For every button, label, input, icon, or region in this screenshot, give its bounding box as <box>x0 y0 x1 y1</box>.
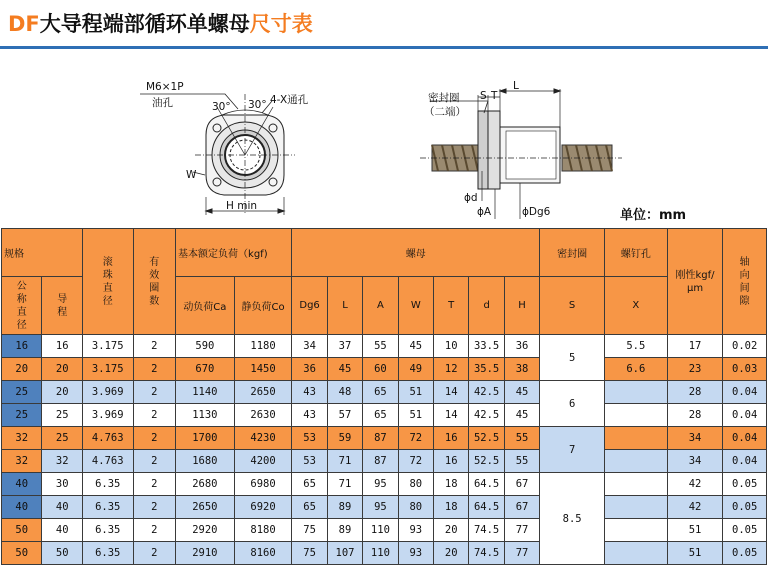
cell-ball: 3.969 <box>82 381 133 404</box>
cell-rigidity: 34 <box>667 427 723 450</box>
cell-rigidity: 34 <box>667 450 723 473</box>
cell-dynamic: 1130 <box>176 404 235 427</box>
cell-lead: 20 <box>42 358 82 381</box>
header-ball-text: 滚珠直径 <box>102 256 113 307</box>
cell-ball: 3.175 <box>82 335 133 358</box>
cell-nominal: 50 <box>2 542 42 565</box>
header-clearance-text: 轴向间隙 <box>739 256 750 307</box>
cell-circuits: 2 <box>133 496 176 519</box>
through-hole-label: 4-X通孔 <box>270 94 309 106</box>
header-dg6: Dg6 <box>292 277 327 335</box>
table-row <box>2 450 767 473</box>
cell-t: 12 <box>434 358 469 381</box>
cell-ball: 6.35 <box>82 542 133 565</box>
cell-a: 87 <box>363 427 398 450</box>
cell-circuits: 2 <box>133 404 176 427</box>
title-bar <box>0 0 768 48</box>
cell-static: 1450 <box>234 358 292 381</box>
cell-lead: 40 <box>42 496 82 519</box>
cell-d: 52.5 <box>469 450 504 473</box>
cell-d: 52.5 <box>469 427 504 450</box>
header-nut: 螺母 <box>292 229 540 277</box>
header-nominal-diameter <box>2 277 42 335</box>
table-row <box>2 335 767 358</box>
cell-clearance: 0.03 <box>723 358 767 381</box>
cell-static: 6920 <box>234 496 292 519</box>
cell-lead: 25 <box>42 427 82 450</box>
header-ball-diameter <box>82 229 133 335</box>
cell-dynamic: 2650 <box>176 496 235 519</box>
cell-static: 6980 <box>234 473 292 496</box>
table-row <box>2 427 767 450</box>
seal-label: 密封圈 <box>428 92 460 104</box>
cell-static: 8180 <box>234 519 292 542</box>
cell-screw-x <box>604 404 667 427</box>
cell-w: 72 <box>398 450 433 473</box>
cell-circuits: 2 <box>133 450 176 473</box>
cell-seal-s: 6 <box>540 381 605 427</box>
header-t: T <box>434 277 469 335</box>
dim-a-label: ϕA <box>477 206 492 218</box>
cell-l: 57 <box>327 404 362 427</box>
cell-seal-s: 5 <box>540 335 605 381</box>
cell-w: 80 <box>398 496 433 519</box>
drawing-svg <box>0 49 768 227</box>
dim-l-label: L <box>513 80 519 92</box>
cell-screw-x <box>604 427 667 450</box>
cell-dynamic: 1700 <box>176 427 235 450</box>
cell-circuits: 2 <box>133 427 176 450</box>
cell-screw-x <box>604 496 667 519</box>
table-row <box>2 519 767 542</box>
cell-screw-x <box>604 450 667 473</box>
cell-screw-x: 5.5 <box>604 335 667 358</box>
cell-rigidity: 42 <box>667 473 723 496</box>
table-row <box>2 542 767 565</box>
cell-lead: 50 <box>42 542 82 565</box>
cell-t: 16 <box>434 450 469 473</box>
cell-nominal: 25 <box>2 381 42 404</box>
cell-lead: 40 <box>42 519 82 542</box>
dim-dg6-label: ϕDg6 <box>522 206 551 218</box>
cell-dg6: 75 <box>292 519 327 542</box>
cell-h: 67 <box>504 473 539 496</box>
cell-clearance: 0.04 <box>723 404 767 427</box>
cell-a: 110 <box>363 519 398 542</box>
cell-w: 51 <box>398 404 433 427</box>
header-spec: 规格 <box>2 229 83 277</box>
cell-l: 89 <box>327 496 362 519</box>
angle-right-label: 30° <box>248 99 267 111</box>
cell-clearance: 0.05 <box>723 542 767 565</box>
cell-l: 45 <box>327 358 362 381</box>
cell-nominal: 16 <box>2 335 42 358</box>
cell-d: 33.5 <box>469 335 504 358</box>
cell-ball: 4.763 <box>82 450 133 473</box>
cell-h: 55 <box>504 450 539 473</box>
cell-clearance: 0.04 <box>723 427 767 450</box>
cell-h: 77 <box>504 519 539 542</box>
header-seal: 密封圈 <box>540 229 605 277</box>
cell-h: 55 <box>504 427 539 450</box>
header-dynamic-load: 动负荷Ca <box>176 277 235 335</box>
cell-clearance: 0.05 <box>723 519 767 542</box>
angle-left-label: 30° <box>212 101 231 113</box>
cell-static: 4230 <box>234 427 292 450</box>
cell-screw-x <box>604 473 667 496</box>
header-nominal-text: 公称直径 <box>16 280 27 331</box>
cell-w: 49 <box>398 358 433 381</box>
cell-ball: 3.175 <box>82 358 133 381</box>
cell-t: 14 <box>434 381 469 404</box>
cell-w: 72 <box>398 427 433 450</box>
cell-h: 45 <box>504 381 539 404</box>
cell-rigidity: 17 <box>667 335 723 358</box>
header-seal-s: S <box>540 277 605 335</box>
cell-d: 74.5 <box>469 519 504 542</box>
cell-screw-x: 6.6 <box>604 358 667 381</box>
cell-l: 89 <box>327 519 362 542</box>
cell-circuits: 2 <box>133 381 176 404</box>
cell-dynamic: 590 <box>176 335 235 358</box>
cell-seal-s: 8.5 <box>540 473 605 565</box>
table-row <box>2 358 767 381</box>
header-circuits-text: 有效圈数 <box>149 256 160 307</box>
cell-rigidity: 42 <box>667 496 723 519</box>
cell-a: 65 <box>363 381 398 404</box>
cell-static: 2630 <box>234 404 292 427</box>
cell-clearance: 0.05 <box>723 496 767 519</box>
cell-l: 37 <box>327 335 362 358</box>
header-circuits <box>133 229 176 335</box>
cell-d: 64.5 <box>469 496 504 519</box>
table-row <box>2 473 767 496</box>
spec-table-body <box>2 335 767 565</box>
cell-static: 8160 <box>234 542 292 565</box>
cell-w: 51 <box>398 381 433 404</box>
cell-d: 42.5 <box>469 404 504 427</box>
cell-circuits: 2 <box>133 473 176 496</box>
unit-label: 单位：mm <box>620 208 687 223</box>
cell-w: 45 <box>398 335 433 358</box>
cell-t: 20 <box>434 542 469 565</box>
cell-a: 60 <box>363 358 398 381</box>
cell-dynamic: 2680 <box>176 473 235 496</box>
cell-dynamic: 1140 <box>176 381 235 404</box>
cell-ball: 6.35 <box>82 519 133 542</box>
cell-h: 36 <box>504 335 539 358</box>
cell-circuits: 2 <box>133 519 176 542</box>
cell-screw-x <box>604 519 667 542</box>
cell-d: 64.5 <box>469 473 504 496</box>
cell-rigidity: 28 <box>667 381 723 404</box>
cell-circuits: 2 <box>133 335 176 358</box>
cell-h: 77 <box>504 542 539 565</box>
table-row <box>2 404 767 427</box>
cell-d: 74.5 <box>469 542 504 565</box>
cell-a: 95 <box>363 496 398 519</box>
dim-t-label: T <box>491 90 498 102</box>
cell-clearance: 0.04 <box>723 381 767 404</box>
cell-t: 10 <box>434 335 469 358</box>
header-h: H <box>504 277 539 335</box>
cell-circuits: 2 <box>133 358 176 381</box>
cell-ball: 3.969 <box>82 404 133 427</box>
cell-t: 20 <box>434 519 469 542</box>
cell-lead: 32 <box>42 450 82 473</box>
cell-d: 35.5 <box>469 358 504 381</box>
cell-l: 59 <box>327 427 362 450</box>
cell-clearance: 0.05 <box>723 473 767 496</box>
oil-hole-label: 油孔 <box>152 97 173 109</box>
cell-t: 14 <box>434 404 469 427</box>
cell-lead: 30 <box>42 473 82 496</box>
cell-static: 2650 <box>234 381 292 404</box>
cell-ball: 6.35 <box>82 473 133 496</box>
cell-a: 87 <box>363 450 398 473</box>
cell-dynamic: 670 <box>176 358 235 381</box>
cell-a: 95 <box>363 473 398 496</box>
title-prefix: DF <box>8 12 40 36</box>
cell-seal-s: 7 <box>540 427 605 473</box>
dim-h-label: H min <box>226 200 258 212</box>
cell-dg6: 34 <box>292 335 327 358</box>
cell-l: 71 <box>327 473 362 496</box>
spec-table <box>1 228 767 565</box>
cell-dg6: 36 <box>292 358 327 381</box>
cell-rigidity: 51 <box>667 519 723 542</box>
header-lead <box>42 277 82 335</box>
cell-rigidity: 28 <box>667 404 723 427</box>
header-static-load: 静负荷Co <box>234 277 292 335</box>
cell-nominal: 40 <box>2 496 42 519</box>
cell-lead: 25 <box>42 404 82 427</box>
header-a: A <box>363 277 398 335</box>
cell-h: 38 <box>504 358 539 381</box>
cell-dg6: 75 <box>292 542 327 565</box>
cell-t: 18 <box>434 473 469 496</box>
cell-a: 55 <box>363 335 398 358</box>
cell-w: 93 <box>398 519 433 542</box>
cell-rigidity: 23 <box>667 358 723 381</box>
header-screw-x: X <box>604 277 667 335</box>
cell-nominal: 40 <box>2 473 42 496</box>
table-row <box>2 496 767 519</box>
cell-nominal: 25 <box>2 404 42 427</box>
header-lead-text: 导程 <box>57 293 68 318</box>
oil-hole-thread-label: M6×1P <box>146 81 184 93</box>
header-load-rating: 基本额定负荷（kgf) <box>176 229 292 277</box>
cell-dg6: 53 <box>292 450 327 473</box>
dim-d-label: ϕd <box>464 192 478 204</box>
cell-nominal: 32 <box>2 427 42 450</box>
dim-s-label: S <box>480 90 487 102</box>
cell-screw-x <box>604 542 667 565</box>
cell-lead: 20 <box>42 381 82 404</box>
cell-h: 45 <box>504 404 539 427</box>
cell-a: 110 <box>363 542 398 565</box>
page-title <box>8 9 313 39</box>
cell-nominal: 50 <box>2 519 42 542</box>
cell-dg6: 43 <box>292 381 327 404</box>
cell-lead: 16 <box>42 335 82 358</box>
cell-t: 16 <box>434 427 469 450</box>
header-screw-hole: 螺钉孔 <box>604 229 667 277</box>
cell-dg6: 53 <box>292 427 327 450</box>
title-suffix: 尺寸表 <box>249 12 313 36</box>
cell-dynamic: 2910 <box>176 542 235 565</box>
cell-l: 71 <box>327 450 362 473</box>
cell-w: 93 <box>398 542 433 565</box>
cell-dg6: 65 <box>292 473 327 496</box>
header-l: L <box>327 277 362 335</box>
cell-rigidity: 51 <box>667 542 723 565</box>
cell-dynamic: 1680 <box>176 450 235 473</box>
cell-static: 1180 <box>234 335 292 358</box>
seal-note-label: （二端） <box>424 106 466 118</box>
table-row <box>2 381 767 404</box>
header-rigidity: 刚性kgf/μm <box>667 229 723 335</box>
header-w: W <box>398 277 433 335</box>
cell-clearance: 0.02 <box>723 335 767 358</box>
cell-ball: 6.35 <box>82 496 133 519</box>
cell-w: 80 <box>398 473 433 496</box>
cell-nominal: 32 <box>2 450 42 473</box>
dim-w-label: W <box>186 169 197 181</box>
cell-l: 107 <box>327 542 362 565</box>
header-clearance <box>723 229 767 335</box>
cell-dg6: 65 <box>292 496 327 519</box>
cell-clearance: 0.04 <box>723 450 767 473</box>
title-main: 大导程端部循环单螺母 <box>39 12 250 36</box>
cell-screw-x <box>604 381 667 404</box>
cell-l: 48 <box>327 381 362 404</box>
cell-dg6: 43 <box>292 404 327 427</box>
cell-circuits: 2 <box>133 542 176 565</box>
cell-t: 18 <box>434 496 469 519</box>
cell-dynamic: 2920 <box>176 519 235 542</box>
technical-drawing <box>0 49 768 227</box>
cell-static: 4200 <box>234 450 292 473</box>
cell-d: 42.5 <box>469 381 504 404</box>
header-d: d <box>469 277 504 335</box>
cell-nominal: 20 <box>2 358 42 381</box>
cell-ball: 4.763 <box>82 427 133 450</box>
cell-a: 65 <box>363 404 398 427</box>
cell-h: 67 <box>504 496 539 519</box>
